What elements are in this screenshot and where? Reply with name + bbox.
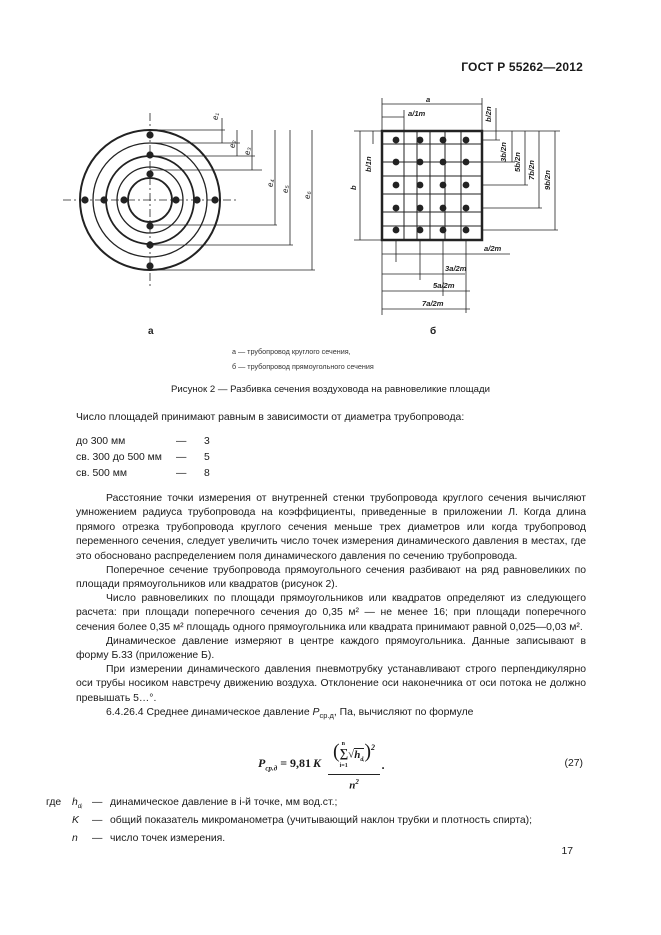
value-cell: 5 bbox=[204, 451, 210, 463]
table-row bbox=[76, 449, 210, 465]
page-number: 17 bbox=[561, 846, 573, 857]
figure-label-b: б bbox=[430, 326, 437, 337]
rectangular-labels bbox=[349, 95, 552, 308]
value-cell: 3 bbox=[204, 435, 210, 447]
label-e1: e₁ bbox=[211, 113, 220, 120]
definition-dash: — bbox=[92, 815, 103, 826]
circular-section-diagram bbox=[63, 113, 237, 288]
definition-text: общий показатель микроманометра (учитывающий наклон трубки и плотность спирта); bbox=[110, 815, 532, 826]
area-count-table bbox=[76, 433, 210, 481]
formula-number: (27) bbox=[564, 758, 583, 769]
paragraph-2: Расстояние точки измерения от внутренней стенки трубопровода круглого сечения вычисляют умножением радиуса трубопровода на коэффициенты, приведенные в приложении Л. Когда длина прямого отрезка трубопровода круглого сечения меньше трех диаметров или когда трубопровод переменного сечения, следует увеличить число точек измерения динамического давления в местах, где это обосновано распределением поля динамического давления по сечению трубопровода. bbox=[76, 493, 586, 562]
label-b1n: b/1n bbox=[364, 156, 373, 172]
label-3a2m: 3a/2m bbox=[445, 264, 467, 273]
paragraph-5: Динамическое давление измеряют в центре каждого прямоугольника. Данные записывают в форму Б.33 (приложение Б). bbox=[76, 636, 586, 662]
range-cell: св. 300 до 500 мм bbox=[76, 451, 162, 463]
figure-2 bbox=[0, 88, 661, 358]
table-row bbox=[76, 465, 210, 481]
dash-cell: — bbox=[176, 467, 187, 479]
formula-den-exp: 2 bbox=[355, 777, 359, 786]
definition-prefix bbox=[46, 831, 72, 847]
definition-row bbox=[46, 795, 586, 811]
p7-subscript: ср.д bbox=[319, 711, 334, 721]
paragraph-1: Число площадей принимают равным в зависимости от диаметра трубопровода: bbox=[76, 412, 465, 423]
definition-symbol: n bbox=[72, 833, 78, 844]
label-e2: e₂ bbox=[228, 140, 237, 148]
definitions-list bbox=[46, 795, 586, 847]
formula-exp: 2 bbox=[371, 743, 376, 752]
label-a1m: a/1m bbox=[408, 109, 426, 118]
value-cell: 8 bbox=[204, 467, 210, 479]
paragraph-7 bbox=[106, 706, 586, 723]
p7-suffix: , Па, вычисляют по формуле bbox=[333, 707, 474, 718]
label-e5: e₅ bbox=[281, 185, 290, 193]
range-cell: св. 500 мм bbox=[76, 467, 127, 479]
figure-caption: Рисунок 2 — Разбивка сечения воздуховода на равновеликие площади bbox=[171, 384, 490, 395]
label-3b2n: 3b/2n bbox=[499, 142, 508, 162]
dash-cell: — bbox=[176, 435, 187, 447]
sum-upper-limit: n bbox=[341, 741, 345, 748]
formula-coefficient: = 9,81 bbox=[277, 756, 312, 770]
definition-dash: — bbox=[92, 797, 103, 808]
label-e6: e₆ bbox=[303, 191, 312, 199]
p7-symbol: P bbox=[312, 707, 320, 718]
label-9b2n: 9b/2n bbox=[543, 170, 552, 190]
formula-27: $P_{ср.д} = 9,81$ K ( n ∑ i=1 $√h_{dᵢ})^2$ $n^2$ . bbox=[258, 736, 408, 786]
definition-symbol: K bbox=[72, 815, 79, 826]
definition-row bbox=[46, 831, 586, 847]
formula-hd: h bbox=[354, 748, 361, 761]
definition-symbol: h bbox=[72, 797, 78, 808]
document-header: ГОСТ Р 55262—2012 bbox=[461, 60, 583, 74]
label-5b2n: 5b/2n bbox=[513, 152, 522, 172]
range-cell: до 300 мм bbox=[76, 435, 126, 447]
definition-prefix bbox=[46, 813, 72, 829]
table-row bbox=[76, 433, 210, 449]
label-e4: e₄ bbox=[266, 179, 275, 187]
definition-sub: dᵢ bbox=[77, 803, 83, 811]
formula-lhs: P bbox=[258, 756, 266, 770]
label-7b2n: 7b/2n bbox=[527, 160, 536, 180]
definition-row bbox=[46, 813, 586, 829]
sum-lower-limit: i=1 bbox=[339, 763, 348, 770]
legend-b: б — трубопровод прямоугольного сечения bbox=[232, 362, 374, 371]
definition-dash: — bbox=[92, 833, 103, 844]
p7-prefix: 6.4.26.4 Среднее динамическое давление bbox=[106, 707, 313, 718]
paragraph-4: Число равновеликих по площади прямоугольников или квадратов определяют из следующего расчета: при площади поперечного сечения до 0,35 м² — не менее 16; при площади поперечного сечения более 0,35 м² площадь одного прямоугольника или квадрата принимают равной 0,025—0,03 м². bbox=[76, 593, 586, 633]
legend-a: а — трубопровод круглого сечения, bbox=[232, 347, 351, 356]
formula-denominator: n bbox=[349, 779, 356, 792]
definition-prefix: где bbox=[46, 797, 62, 808]
definition-text: число точек измерения. bbox=[110, 833, 226, 844]
formula-k: K bbox=[313, 756, 322, 770]
label-b: b bbox=[349, 185, 358, 190]
formula-hd-sub: dᵢ bbox=[360, 756, 365, 763]
label-5a2m: 5a/2m bbox=[433, 281, 455, 290]
definition-text: динамическое давление в i-й точке, мм вод.ст.; bbox=[110, 797, 338, 808]
label-e3: e₃ bbox=[243, 147, 252, 155]
label-a2m: a/2m bbox=[484, 244, 502, 253]
paragraph-3: Поперечное сечение трубопровода прямоугольного сечения разбивают на ряд равновеликих по площади прямоугольников или квадратов (рисунок 2). bbox=[76, 565, 586, 591]
paragraph-6: При измерении динамического давления пневмотрубку устанавливают строго перпендикулярно оси трубы носиком навстречу движению воздуха. Отклонение оси наконечника от оси потока не должно превышать 5…°. bbox=[76, 664, 586, 704]
formula-lhs-sub: ср.д bbox=[265, 764, 278, 773]
label-b2n: b/2n bbox=[484, 106, 493, 122]
figure-label-a: а bbox=[148, 326, 154, 337]
label-7a2m: 7a/2m bbox=[422, 299, 444, 308]
label-a: a bbox=[426, 95, 431, 104]
dash-cell: — bbox=[176, 451, 187, 463]
